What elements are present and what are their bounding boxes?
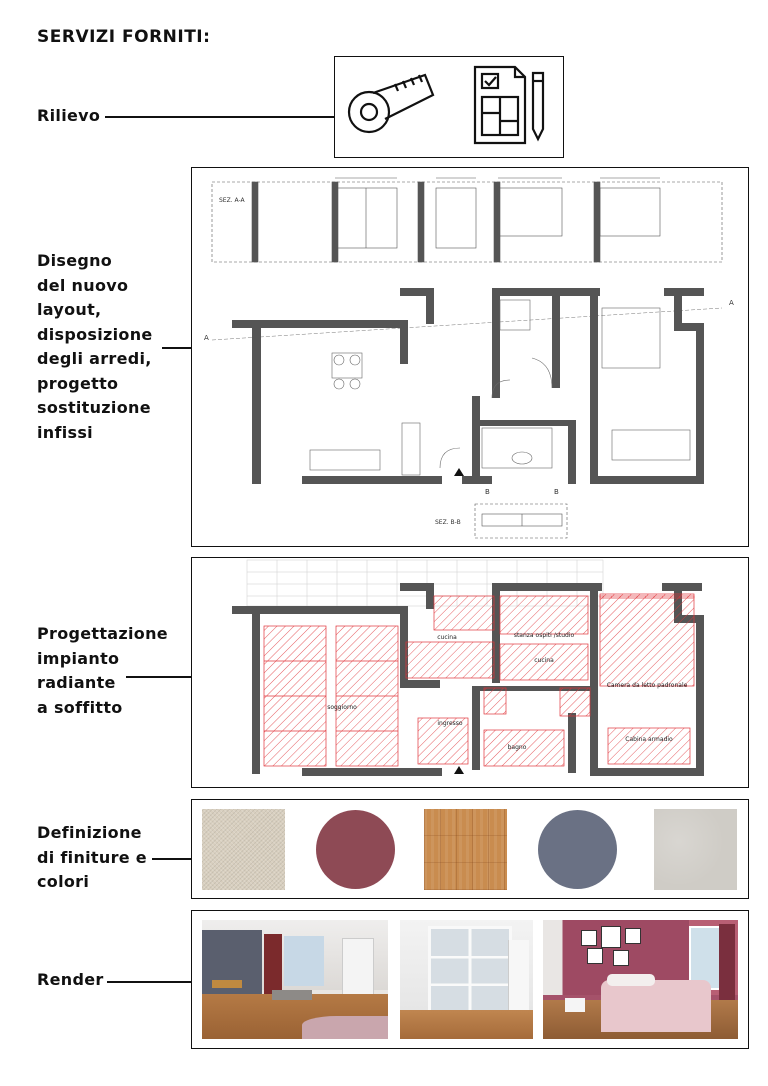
room-label-soggiorno: soggiorno — [327, 704, 357, 711]
section-marker-a-left: A — [204, 334, 209, 342]
label-line: disposizione — [37, 324, 153, 344]
room-label-cucina: cucina — [437, 634, 457, 641]
room-label-bagno: bagno — [507, 744, 527, 751]
service-label-disegno — [37, 249, 153, 445]
render-entrance — [400, 920, 533, 1039]
swatch-circle-slate-blue — [538, 810, 617, 889]
section-bb-label: SEZ. B-B — [435, 519, 461, 526]
swatch-fabric-beige — [202, 809, 285, 890]
swatch-circle-mauve — [316, 810, 395, 889]
label-line: Definizione — [37, 823, 142, 842]
label-line: Progettazione — [37, 624, 168, 643]
service-label-render: Render — [37, 970, 104, 989]
room-label-stanza-ospiti: stanza ospiti /studio — [513, 632, 575, 639]
swatch-stone-grey — [654, 809, 737, 890]
label-line: progetto — [37, 373, 119, 393]
room-label-ingresso: ingresso — [437, 720, 463, 727]
tape-measure-icon — [349, 75, 433, 132]
service-label-impianto — [37, 622, 168, 720]
label-line: colori — [37, 872, 90, 891]
label-line: sostituzione — [37, 398, 151, 417]
room-label-cucina-2: cucina — [534, 657, 554, 664]
pencil-icon — [533, 73, 543, 139]
label-line: infissi — [37, 422, 93, 442]
radiant-ceiling-drawing — [192, 558, 747, 786]
rilievo-icons — [335, 57, 562, 156]
label-line: radiante — [37, 673, 116, 692]
section-aa-label: SEZ. A-A — [219, 197, 245, 204]
label-line: del nuovo — [37, 275, 129, 295]
section-marker-b-right: B — [554, 488, 559, 496]
floor-plan-box — [191, 167, 749, 547]
label-line: layout, — [37, 300, 102, 319]
radiant-ceiling-box — [191, 557, 749, 788]
section-marker-a-right: A — [729, 299, 734, 307]
page-title: SERVIZI FORNITI: — [37, 27, 211, 47]
plan-walls — [232, 288, 704, 484]
render-bedroom — [543, 920, 738, 1039]
service-label-finiture — [37, 821, 147, 895]
swatch-wood-oak — [424, 809, 507, 890]
floor-plan-drawing — [192, 168, 747, 545]
room-label-camera: Camera da letto padronale — [606, 682, 688, 689]
leader-line — [107, 981, 191, 983]
finishes-box — [191, 799, 749, 899]
floor-plan-document-icon — [475, 67, 525, 143]
label-line: degli arredi, — [37, 349, 152, 368]
label-line: impianto — [37, 648, 120, 668]
render-box — [191, 910, 749, 1049]
room-label-cabina: Cabina armadio — [625, 736, 673, 743]
label-line: di finiture e — [37, 847, 147, 867]
leader-line — [105, 116, 334, 118]
rilievo-icons-box — [334, 56, 564, 158]
section-aa — [212, 178, 722, 262]
leader-line — [152, 858, 191, 860]
leader-line — [126, 676, 191, 678]
leader-line — [162, 347, 191, 349]
label-line: Disegno — [37, 251, 113, 270]
label-line: a soffitto — [37, 697, 123, 717]
render-living-room — [202, 920, 388, 1039]
section-marker-b-left: B — [485, 488, 490, 496]
service-label-rilievo: Rilievo — [37, 106, 101, 125]
